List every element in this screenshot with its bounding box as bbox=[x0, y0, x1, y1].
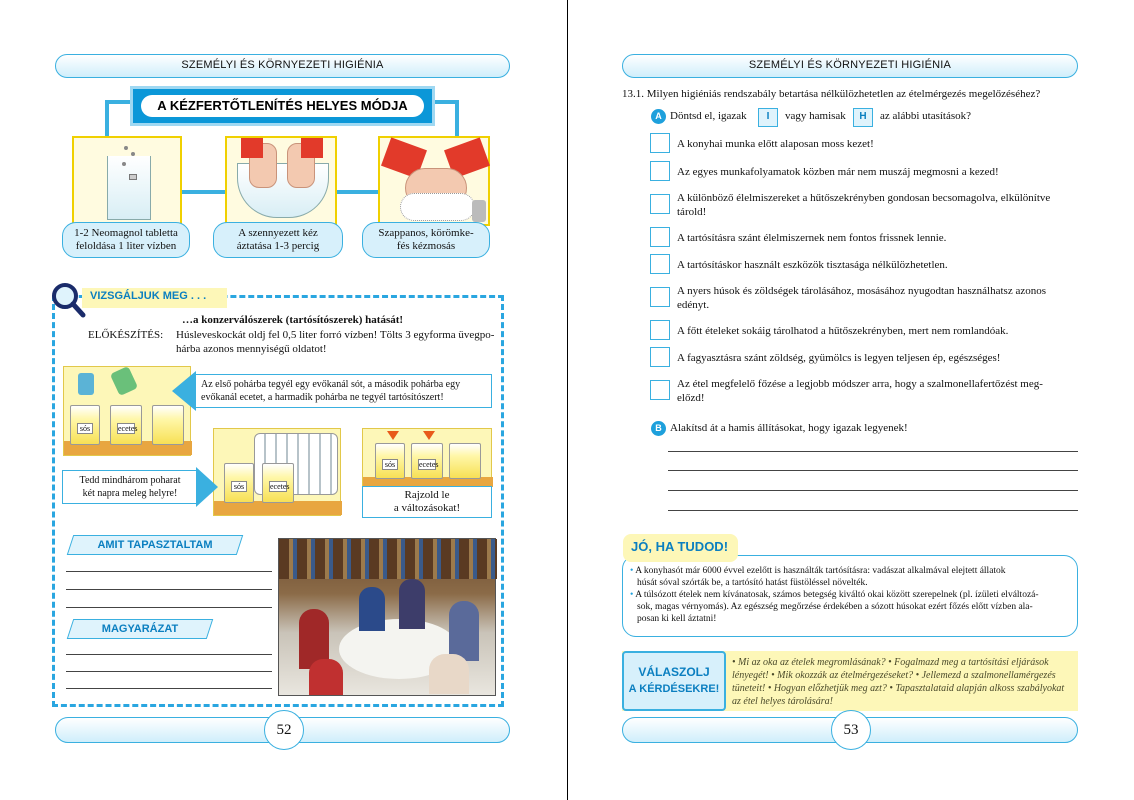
connector bbox=[336, 190, 381, 194]
result-glasses-image: sós ecetes bbox=[362, 428, 492, 488]
three-glasses-image: sós ecetes bbox=[63, 366, 191, 456]
page-spine bbox=[567, 0, 568, 800]
info-title: JÓ, HA TUDOD! bbox=[631, 539, 729, 554]
false-letter-box: H bbox=[853, 108, 873, 127]
statement: A fagyasztásra szánt zöldség, gyümölcs is legyen teljesen ép, egészséges! bbox=[677, 352, 1001, 364]
left-header: SZEMÉLYI ÉS KÖRNYEZETI HIGIÉNIA bbox=[55, 54, 510, 78]
left-arrow-icon bbox=[172, 371, 196, 411]
info-text: • A konyhasót már 6000 évvel ezelőtt is használták tartósításra: vadászat alkalmával elejtett állatok húsát sóval szórták be, a tartósító hatást füstöléssel növelték. • A túlsózott ételek nem kívánatosak, számos betegség kiváltó okai között szerepelnek (pl. ízületi elváltozá- sok, magas vérnyomás). Az egészség megőrzése érdekében a sózott húsokat ezért főzés előtt vízben ala- posan ki kell áztatni! bbox=[630, 566, 1039, 624]
classroom-photo bbox=[278, 538, 496, 696]
step-caption: 1-2 Neomagnol tabletta feloldása 1 liter vízben bbox=[62, 222, 190, 258]
right-arrow-icon bbox=[196, 467, 218, 507]
answer-checkbox[interactable] bbox=[650, 254, 670, 274]
prep-text: Húsleveskockát oldj fel 0,5 liter forró vízben! Tölts 3 egyforma üvegpo- hárba azonos mennyiségű oldatot! bbox=[176, 329, 495, 355]
instruction-box: Rajzold le a változásokat! bbox=[362, 486, 492, 518]
answer-checkbox[interactable] bbox=[650, 287, 670, 307]
statement: A tartósításkor használt eszközök tisztasága nélkülözhetetlen. bbox=[677, 259, 948, 271]
answer-line bbox=[66, 688, 272, 689]
step-caption: A szennyezett kéz áztatása 1-3 percig bbox=[213, 222, 343, 258]
instruction-box: Az első pohárba tegyél egy evőkanál sót, a második pohárba egy evőkanál ecetet, a harmadik pohárba ne tegyél tartósítószert! bbox=[194, 374, 492, 408]
answer-checkbox[interactable] bbox=[650, 194, 670, 214]
answer-line bbox=[668, 510, 1078, 511]
statement: Az egyes munkafolyamatok közben már nem muszáj megmosni a kezed! bbox=[677, 166, 999, 178]
part-a-text: vagy hamisak bbox=[785, 110, 846, 122]
answer-checkbox[interactable] bbox=[650, 161, 670, 181]
answer-line bbox=[668, 451, 1078, 452]
page-number: 53 bbox=[831, 710, 871, 750]
statement: A tartósításra szánt élelmiszernek nem fontos frissnek lennie. bbox=[677, 232, 947, 244]
answer-checkbox[interactable] bbox=[650, 227, 670, 247]
magnifier-icon bbox=[50, 282, 86, 318]
questions-text: • Mi az oka az ételek megromlásának? • Fogalmazd meg a tartósítási eljárások lényegét! • Mik okozzák az ételmérgezéseket? • Jellemezd a szalmonellamérgezés tüneteit! • Hogyan előzhetjük meg azt? • Tapasztalataid alapján alkoss szabályokat az étel helyes tárolására! bbox=[732, 657, 1065, 707]
page-title: A KÉZFERTŐTLENÍTÉS HELYES MÓDJA bbox=[141, 95, 424, 117]
part-a-text: az alábbi utasítások? bbox=[880, 110, 972, 122]
answer-line bbox=[66, 607, 272, 608]
hand-washing-image bbox=[378, 136, 490, 226]
right-header: SZEMÉLYI ÉS KÖRNYEZETI HIGIÉNIA bbox=[622, 54, 1078, 78]
questions-label: VÁLASZOLJ A KÉRDÉSEKRE! bbox=[622, 651, 726, 711]
hand-soaking-image bbox=[225, 136, 337, 226]
part-b-badge: B bbox=[651, 421, 666, 436]
answer-line bbox=[66, 654, 272, 655]
page-number: 52 bbox=[264, 710, 304, 750]
answer-line bbox=[668, 470, 1078, 471]
answer-checkbox[interactable] bbox=[650, 320, 670, 340]
observed-label: AMIT TAPASZTALTAM bbox=[67, 535, 243, 555]
answer-line bbox=[668, 490, 1078, 491]
statement: Az étel megfelelő főzése a legjobb módszer arra, hogy a szalmonellafertőzést meg- előzd! bbox=[677, 378, 1043, 404]
answer-line bbox=[66, 589, 272, 590]
instruction-box: Tedd mindhárom poharat két napra meleg helyre! bbox=[62, 470, 198, 504]
prep-label: ELŐKÉSZÍTÉS: bbox=[88, 329, 164, 341]
section-label: VIZSGÁLJUK MEG . . . bbox=[90, 290, 207, 302]
answer-checkbox[interactable] bbox=[650, 347, 670, 367]
question-text: 13.1. Milyen higiéniás rendszabály betartása nélkülözhetetlen az ételmérgezés megelőzéséhez? bbox=[622, 88, 1041, 100]
tablet-glass-image bbox=[72, 136, 182, 226]
answer-checkbox[interactable] bbox=[650, 380, 670, 400]
statement: A nyers húsok és zöldségek tárolásához, mosásához nyugodtan használhatsz azonos edényt. bbox=[677, 285, 1047, 311]
statement: A különböző élelmiszereket a hűtőszekrényben gondosan becsomagolva, elkülönítve tárold! bbox=[677, 192, 1051, 218]
title-banner bbox=[130, 86, 435, 126]
step-caption: Szappanos, körömke- fés kézmosás bbox=[362, 222, 490, 258]
answer-line bbox=[66, 571, 272, 572]
explanation-label: MAGYARÁZAT bbox=[67, 619, 213, 639]
true-letter-box: I bbox=[758, 108, 778, 127]
connector bbox=[455, 100, 459, 138]
connector bbox=[105, 100, 109, 138]
answer-line bbox=[66, 671, 272, 672]
connector bbox=[181, 190, 226, 194]
part-a-badge: A bbox=[651, 109, 666, 124]
radiator-glasses-image: sós ecetes bbox=[213, 428, 341, 516]
part-b-text: Alakítsd át a hamis állításokat, hogy igazak legyenek! bbox=[670, 422, 908, 434]
part-a-text: Döntsd el, igazak bbox=[670, 110, 747, 122]
experiment-heading: …a konzerválószerek (tartósítószerek) hatását! bbox=[182, 314, 404, 326]
statement: A konyhai munka előtt alaposan moss kezet! bbox=[677, 138, 874, 150]
statement: A főtt ételeket sokáig tárolhatod a hűtőszekrényben, mert nem romlandóak. bbox=[677, 325, 1009, 337]
answer-checkbox[interactable] bbox=[650, 133, 670, 153]
